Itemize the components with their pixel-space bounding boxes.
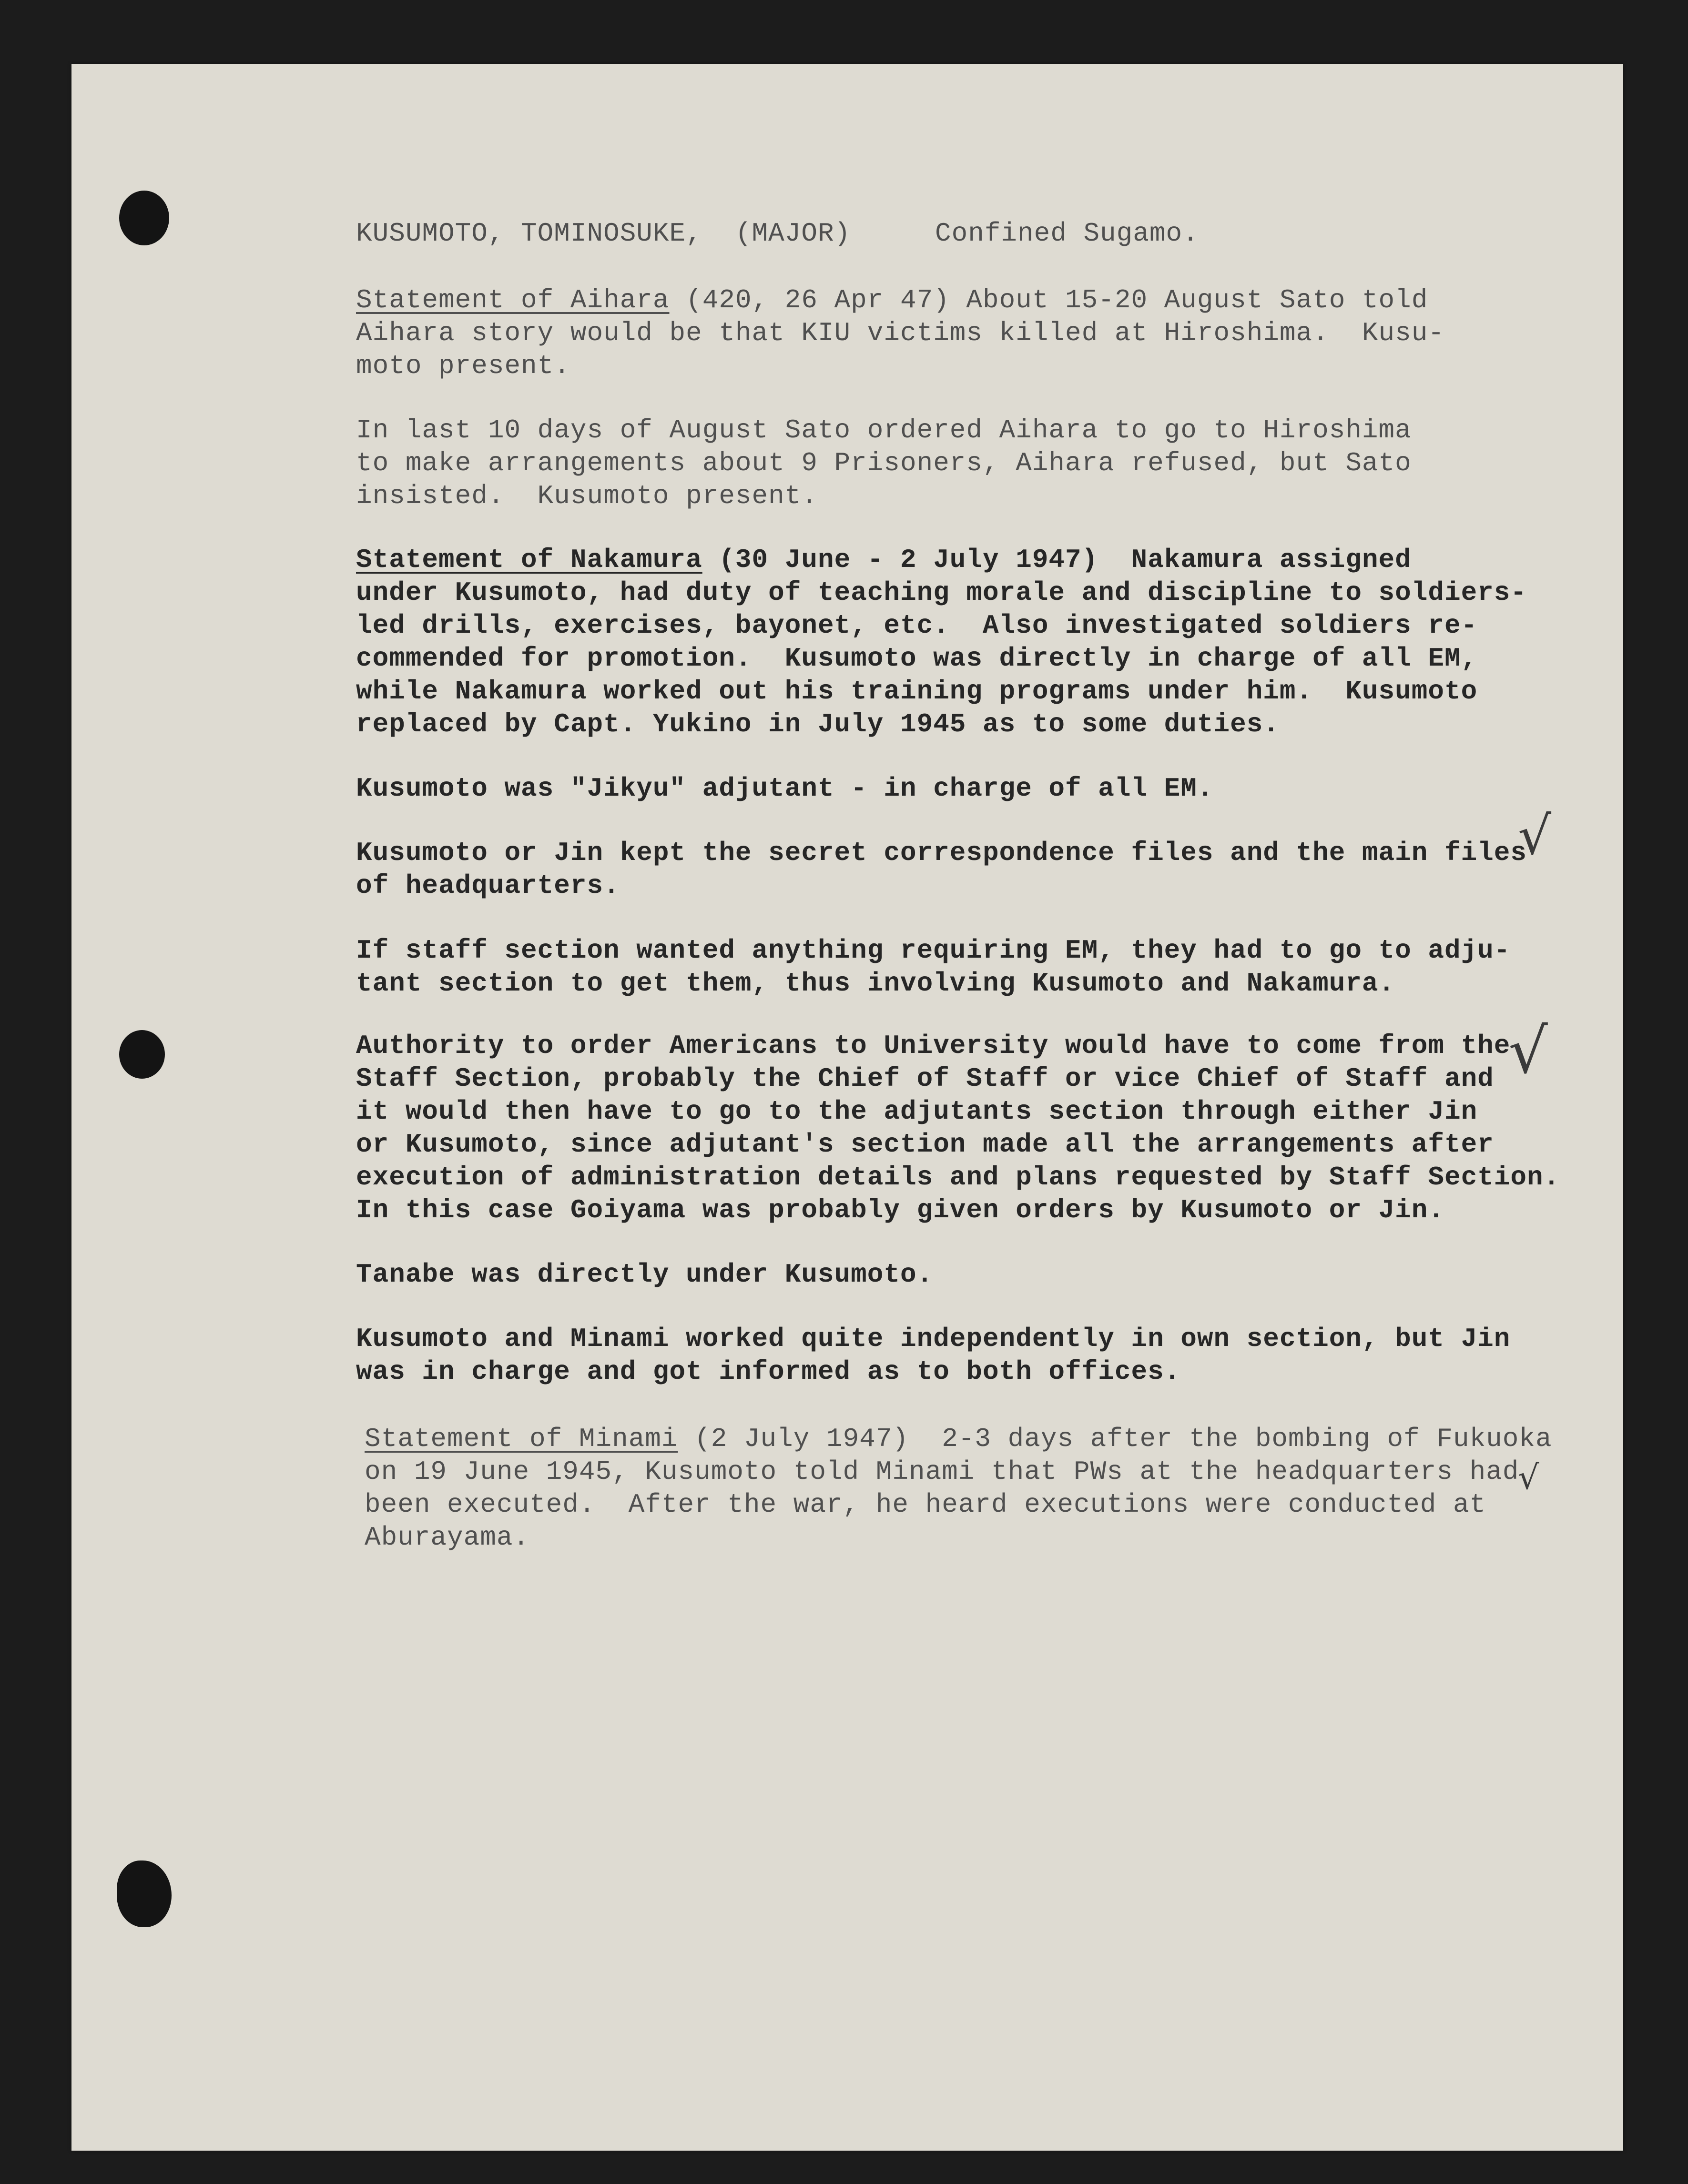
authority-paragraph-line: Staff Section, probably the Chief of Staff or vice Chief of Staff and [356, 1063, 1494, 1094]
files-paragraph-line: Kusumoto or Jin kept the secret correspondence files and the main files [356, 838, 1527, 868]
tanabe-paragraph: Tanabe was directly under Kusumoto. [356, 1259, 934, 1290]
nakamura-statement-line: replaced by Capt. Yukino in July 1945 as to some duties. [356, 709, 1280, 739]
staff-paragraph-line: tant section to get them, thus involving Kusumoto and Nakamura. [356, 968, 1395, 999]
staff-paragraph-line: If staff section wanted anything requiring EM, they had to go to adju- [356, 935, 1511, 966]
authority-paragraph-line: it would then have to go to the adjutants section through either Jin [356, 1096, 1478, 1127]
minami-statement-line: Aburayama. [365, 1522, 530, 1553]
authority-paragraph-line: Authority to order Americans to University would have to come from the [356, 1031, 1511, 1061]
nakamura-statement-line: commended for promotion. Kusumoto was directly in charge of all EM, [356, 643, 1478, 674]
checkmark-icon: √ [1518, 1458, 1539, 1497]
nakamura-statement-line: led drills, exercises, bayonet, etc. Also investigated soldiers re- [356, 610, 1478, 641]
aihara-statement-line: moto present. [356, 351, 570, 381]
punch-hole [117, 1860, 172, 1927]
minami-statement-title: Statement of Minami [365, 1424, 678, 1454]
aihara-statement-title: Statement of Aihara [356, 285, 670, 315]
aihara-paragraph-line: In last 10 days of August Sato ordered Aihara to go to Hiroshima [356, 415, 1412, 445]
authority-paragraph-line: In this case Goiyama was probably given orders by Kusumoto or Jin. [356, 1195, 1444, 1225]
minami-work-paragraph-line: was in charge and got informed as to both offices. [356, 1356, 1181, 1387]
jikyu-paragraph: Kusumoto was "Jikyu" adjutant - in charge of all EM. [356, 773, 1214, 804]
aihara-statement-line: Aihara story would be that KIU victims killed at Hiroshima. Kusu- [356, 318, 1444, 348]
nakamura-statement-line: Statement of Nakamura (30 June - 2 July 1947) Nakamura assigned [356, 545, 1412, 575]
authority-paragraph-line: execution of administration details and plans requested by Staff Section. [356, 1162, 1560, 1193]
files-paragraph-line: of headquarters. [356, 870, 620, 901]
checkmark-icon: √ [1508, 1015, 1548, 1087]
header-name: KUSUMOTO, TOMINOSUKE, (MAJOR) [356, 218, 851, 249]
authority-paragraph-line: or Kusumoto, since adjutant's section made all the arrangements after [356, 1129, 1494, 1160]
nakamura-statement-line: under Kusumoto, had duty of teaching morale and discipline to soldiers- [356, 577, 1527, 608]
nakamura-statement-title: Statement of Nakamura [356, 545, 702, 575]
punch-hole [119, 1030, 165, 1079]
aihara-paragraph-line: insisted. Kusumoto present. [356, 481, 818, 511]
minami-statement-line: been executed. After the war, he heard executions were conducted at [365, 1489, 1486, 1520]
minami-statement-line: on 19 June 1945, Kusumoto told Minami that PWs at the headquarters had [365, 1456, 1519, 1487]
minami-work-paragraph-line: Kusumoto and Minami worked quite independently in own section, but Jin [356, 1324, 1511, 1354]
aihara-statement-line: Statement of Aihara (420, 26 Apr 47) About 15-20 August Sato told [356, 285, 1428, 315]
minami-statement-line: Statement of Minami (2 July 1947) 2-3 days after the bombing of Fukuoka [365, 1424, 1552, 1454]
checkmark-icon: √ [1518, 805, 1552, 866]
aihara-paragraph-line: to make arrangements about 9 Prisoners, Aihara refused, but Sato [356, 448, 1412, 478]
header-status: Confined Sugamo. [935, 218, 1199, 249]
nakamura-statement-line: while Nakamura worked out his training programs under him. Kusumoto [356, 676, 1478, 707]
punch-hole [119, 191, 169, 245]
